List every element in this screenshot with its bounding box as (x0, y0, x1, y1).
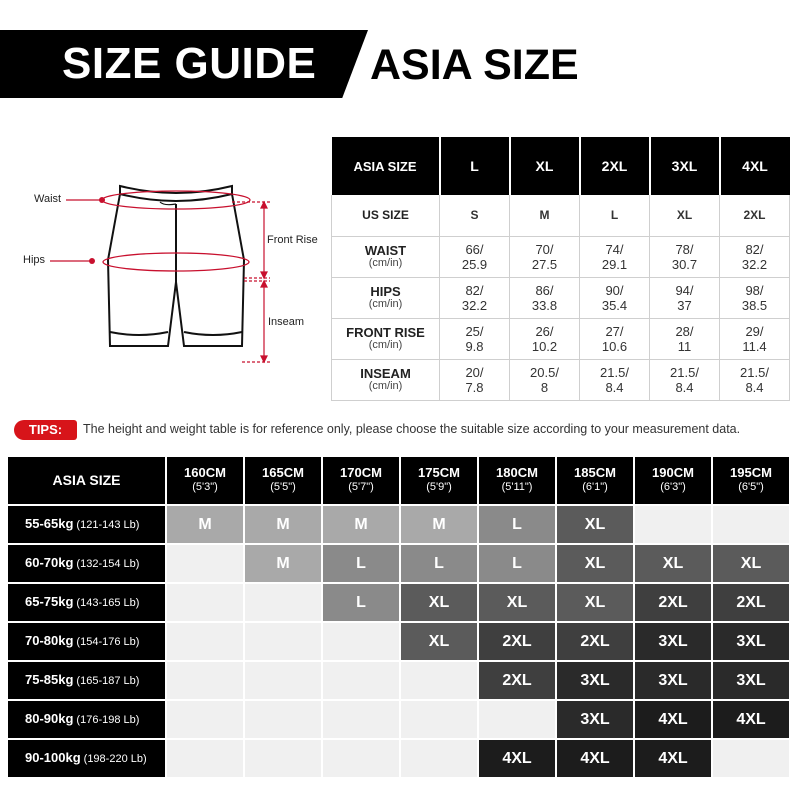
size-cell-4xl: 4XL (479, 740, 555, 777)
measurement-header-cell: 3XL (650, 137, 720, 195)
size-cell-4xl: 4XL (713, 701, 789, 738)
height-column-header (323, 457, 399, 504)
table-cell: 82/ 32.2 (440, 277, 510, 318)
size-cell-empty (713, 506, 789, 543)
weight-row-header (8, 701, 165, 738)
weight-kg (25, 633, 139, 648)
weight-kg-text: 70-80kg (25, 633, 74, 648)
height-cm: 175CM (418, 465, 460, 480)
size-cell-xl: XL (401, 584, 477, 621)
row-label: US SIZE (332, 195, 440, 236)
measurement-table (331, 137, 790, 401)
weight-lb: (165-187 Lb) (76, 675, 140, 687)
height-cm: 185CM (574, 465, 616, 480)
size-cell-2xl: 2XL (713, 584, 789, 621)
size-cell-l: L (479, 506, 555, 543)
row-label (332, 236, 440, 277)
weight-lb: (176-198 Lb) (76, 714, 140, 726)
size-cell-empty (635, 506, 711, 543)
size-cell-empty (167, 662, 243, 699)
measurement-header-cell: 2XL (580, 137, 650, 195)
size-cell-xl: XL (713, 545, 789, 582)
measurement-header-cell: XL (510, 137, 580, 195)
row-label-text: WAIST (364, 242, 407, 258)
weight-lb: (198-220 Lb) (83, 753, 147, 765)
size-cell-4xl: 4XL (557, 740, 633, 777)
measurement-header-cell: ASIA SIZE (332, 137, 440, 195)
row-unit: (cm/in) (368, 379, 403, 392)
size-cell-2xl: 2XL (557, 623, 633, 660)
weight-kg (25, 516, 139, 531)
weight-row-header (8, 545, 165, 582)
row-unit: (cm/in) (368, 338, 403, 351)
weight-kg (25, 711, 139, 726)
weight-row-header (8, 623, 165, 660)
size-cell-l: L (401, 545, 477, 582)
weight-kg-text: 65-75kg (25, 594, 74, 609)
size-cell-3xl: 3XL (713, 662, 789, 699)
waist-pointer-dot (99, 197, 105, 203)
height-ft: (5'9") (426, 481, 452, 493)
table-cell: 26/ 10.2 (510, 318, 580, 359)
weight-lb: (154-176 Lb) (76, 636, 140, 648)
waist-label: Waist (34, 193, 62, 205)
size-cell-empty (323, 701, 399, 738)
size-cell-l: L (323, 584, 399, 621)
measurement-row-front-rise (332, 318, 790, 359)
table-cell: M (510, 195, 580, 236)
row-label (332, 359, 440, 400)
size-cell-empty (479, 701, 555, 738)
size-cell-xl: XL (557, 506, 633, 543)
size-cell-3xl: 3XL (635, 623, 711, 660)
hips-label: Hips (23, 254, 46, 266)
header-banner (0, 30, 800, 98)
weight-lb: (132-154 Lb) (76, 558, 140, 570)
height-ft: (6'3") (660, 481, 686, 493)
size-cell-empty (713, 740, 789, 777)
height-ft: (5'7") (348, 481, 374, 493)
height-weight-table (8, 457, 790, 782)
weight-kg-text: 75-85kg (25, 672, 74, 687)
shorts-diagram (0, 160, 330, 380)
size-cell-empty (245, 623, 321, 660)
size-cell-l: L (323, 545, 399, 582)
row-unit: (cm/in) (368, 256, 403, 269)
weight-kg (25, 594, 139, 609)
size-cell-empty (245, 740, 321, 777)
weight-kg-text: 60-70kg (25, 555, 74, 570)
size-cell-l: L (479, 545, 555, 582)
size-cell-empty (167, 701, 243, 738)
measurement-header-row (332, 137, 790, 195)
weight-kg-text: 55-65kg (25, 516, 74, 531)
size-cell-empty (245, 701, 321, 738)
measurement-row-waist (332, 236, 790, 277)
measurement-header-cell: L (440, 137, 510, 195)
table-cell: 66/ 25.9 (440, 236, 510, 277)
row-label (332, 277, 440, 318)
table-cell: 20.5/ 8 (510, 359, 580, 400)
hips-pointer-dot (89, 258, 95, 264)
size-cell-3xl: 3XL (557, 701, 633, 738)
size-cell-empty (323, 740, 399, 777)
height-ft: (5'5") (270, 481, 296, 493)
height-ft: (6'5") (738, 481, 764, 493)
size-cell-xl: XL (557, 545, 633, 582)
weight-kg (25, 555, 139, 570)
size-cell-empty (167, 545, 243, 582)
table-cell: 74/ 29.1 (580, 236, 650, 277)
banner-subtitle: ASIA SIZE (370, 41, 579, 89)
size-cell-m: M (245, 506, 321, 543)
size-cell-empty (245, 662, 321, 699)
weight-kg-text: 90-100kg (25, 750, 81, 765)
size-cell-m: M (245, 545, 321, 582)
table-cell: 98/ 38.5 (720, 277, 790, 318)
table-cell: 82/ 32.2 (720, 236, 790, 277)
table-cell: 86/ 33.8 (510, 277, 580, 318)
size-cell-empty (401, 662, 477, 699)
size-cell-empty (167, 740, 243, 777)
table-cell: S (440, 195, 510, 236)
size-cell-4xl: 4XL (635, 701, 711, 738)
height-column-header (401, 457, 477, 504)
size-cell-2xl: 2XL (635, 584, 711, 621)
size-cell-xl: XL (635, 545, 711, 582)
size-cell-empty (167, 584, 243, 621)
row-label (332, 318, 440, 359)
tips-bar (14, 420, 794, 440)
table-cell: 25/ 9.8 (440, 318, 510, 359)
measurement-row-inseam (332, 359, 790, 400)
height-column-header (635, 457, 711, 504)
banner-title: SIZE GUIDE (62, 39, 317, 88)
front-rise-label: Front Rise (267, 234, 318, 246)
table-cell: 21.5/ 8.4 (720, 359, 790, 400)
size-cell-empty (323, 662, 399, 699)
table-cell: 94/ 37 (650, 277, 720, 318)
row-unit: (cm/in) (368, 297, 403, 310)
size-cell-empty (167, 623, 243, 660)
size-cell-3xl: 3XL (557, 662, 633, 699)
measurement-row-hips (332, 277, 790, 318)
tips-badge: TIPS: (14, 420, 77, 440)
weight-lb: (121-143 Lb) (76, 519, 140, 531)
size-cell-3xl: 3XL (635, 662, 711, 699)
row-label-text: INSEAM (360, 365, 411, 381)
size-cell-2xl: 2XL (479, 623, 555, 660)
height-cm: 165CM (262, 465, 304, 480)
table-cell: XL (650, 195, 720, 236)
height-cm: 190CM (652, 465, 694, 480)
row-label-text: HIPS (370, 283, 401, 299)
table-cell: 70/ 27.5 (510, 236, 580, 277)
measurement-header-cell: 4XL (720, 137, 790, 195)
height-cm: 180CM (496, 465, 538, 480)
weight-row-header (8, 584, 165, 621)
size-cell-xl: XL (557, 584, 633, 621)
size-cell-m: M (323, 506, 399, 543)
table-cell: 90/ 35.4 (580, 277, 650, 318)
height-cm: 170CM (340, 465, 382, 480)
weight-row-header (8, 506, 165, 543)
table-cell: 21.5/ 8.4 (650, 359, 720, 400)
size-cell-empty (245, 584, 321, 621)
weight-kg (25, 672, 139, 687)
shorts-outline (108, 186, 244, 346)
height-column-header (245, 457, 321, 504)
weight-kg (25, 750, 147, 765)
size-cell-empty (401, 740, 477, 777)
hw-corner-header: ASIA SIZE (8, 457, 165, 504)
tips-text: The height and weight table is for reference only, please choose the suitable size according to your measurement data. (83, 422, 741, 436)
size-cell-xl: XL (479, 584, 555, 621)
height-ft: (5'11") (501, 481, 533, 493)
inseam-measure (242, 281, 270, 362)
table-cell: 2XL (720, 195, 790, 236)
weight-lb: (143-165 Lb) (76, 597, 140, 609)
size-cell-3xl: 3XL (713, 623, 789, 660)
measurement-row-us-size (332, 195, 790, 236)
size-cell-2xl: 2XL (479, 662, 555, 699)
size-cell-empty (323, 623, 399, 660)
height-ft: (5'3") (192, 481, 218, 493)
table-cell: 27/ 10.6 (580, 318, 650, 359)
table-cell: 28/ 11 (650, 318, 720, 359)
size-cell-m: M (401, 506, 477, 543)
height-column-header (713, 457, 789, 504)
weight-row-header (8, 740, 165, 777)
table-cell: 21.5/ 8.4 (580, 359, 650, 400)
size-cell-xl: XL (401, 623, 477, 660)
size-cell-4xl: 4XL (635, 740, 711, 777)
row-label-text: FRONT RISE (346, 324, 425, 340)
height-column-header (167, 457, 243, 504)
table-cell: L (580, 195, 650, 236)
height-cm: 195CM (730, 465, 772, 480)
table-cell: 29/ 11.4 (720, 318, 790, 359)
height-cm: 160CM (184, 465, 226, 480)
height-column-header (479, 457, 555, 504)
weight-row-header (8, 662, 165, 699)
table-cell: 78/ 30.7 (650, 236, 720, 277)
table-cell: 20/ 7.8 (440, 359, 510, 400)
height-column-header (557, 457, 633, 504)
inseam-label: Inseam (268, 316, 305, 328)
size-cell-m: M (167, 506, 243, 543)
weight-kg-text: 80-90kg (25, 711, 74, 726)
height-ft: (6'1") (582, 481, 608, 493)
size-cell-empty (401, 701, 477, 738)
